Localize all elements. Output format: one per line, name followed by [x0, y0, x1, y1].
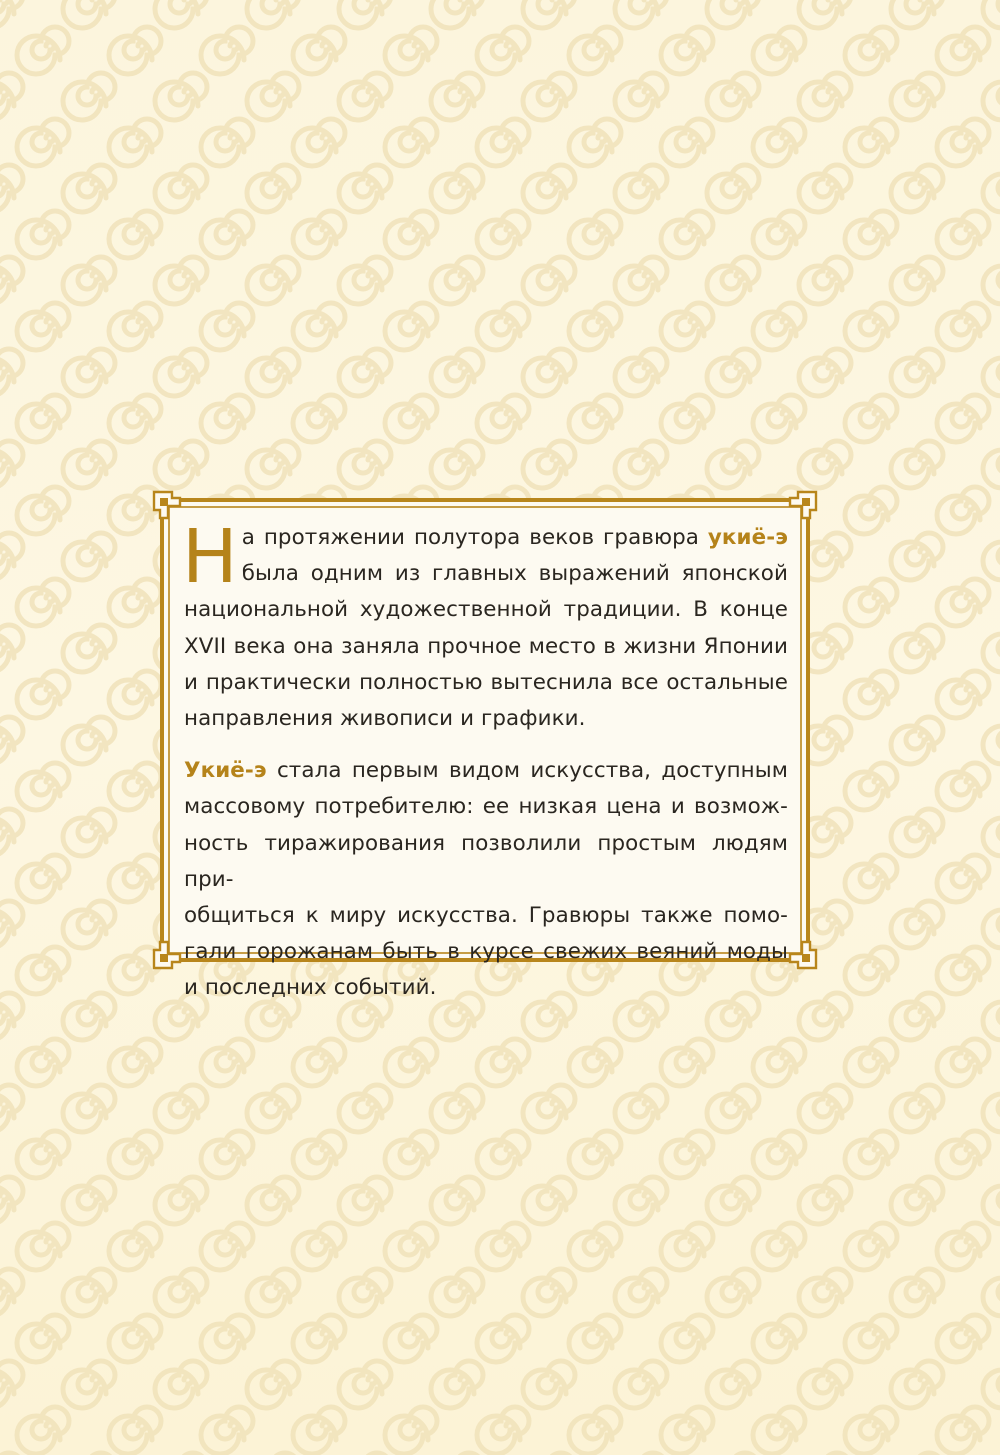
- text-line: направления живописи и графики.: [184, 706, 586, 732]
- highlight-term: укиё-э: [707, 525, 788, 550]
- text-line: общиться к миру искусства. Гравюры также помо-: [184, 903, 788, 929]
- text-line: [184, 520, 788, 556]
- text-line: XVII века она заняла прочное место в жизни Японии: [184, 633, 788, 659]
- drop-cap: Н: [182, 514, 238, 600]
- text-line: была одним из главных выражений японской: [241, 561, 788, 587]
- highlight-term: Укиё-э: [184, 758, 267, 784]
- text-span: стала первым видом искусства, доступным: [266, 758, 788, 784]
- text-line: и последних событий.: [184, 975, 437, 1001]
- text-frame: [152, 490, 818, 1001]
- paragraph-2: [184, 753, 788, 1006]
- text-line: массовому потребителю: ее низкая цена и возмож-: [184, 794, 788, 820]
- text-line: гали горожанам быть в курсе свежих веяний моды: [184, 939, 788, 965]
- text-block: [182, 514, 788, 1007]
- text-line: и практически полностью вытеснила все остальные: [184, 669, 788, 695]
- paragraph-1: [182, 514, 788, 737]
- text-line: [184, 753, 788, 789]
- text-span: а протяжении полутора веков гравюра: [241, 525, 708, 550]
- text-line: национальной художественной традиции. В конце: [184, 597, 788, 623]
- text-line: ность тиражирования позволили простым людям при-: [184, 830, 788, 892]
